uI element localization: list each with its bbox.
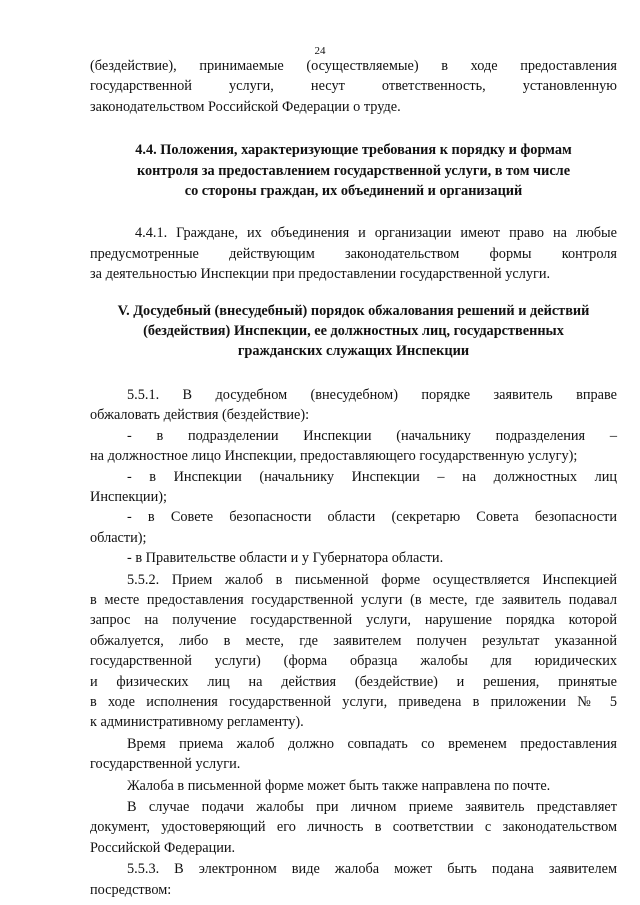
- text-line: обжаловать действия (бездействие):: [90, 407, 310, 424]
- text-line: государственной услуги) (форма образца жалобы для юридических: [90, 653, 617, 670]
- paragraph-5-5-3: [90, 859, 617, 900]
- paragraph-5-5-1: [90, 385, 617, 569]
- list-item: - в Совете безопасности области (секретарю Совета безопасности: [127, 509, 617, 526]
- list-item: - в Инспекции (начальнику Инспекции – на должностных лиц: [127, 468, 617, 485]
- intro-paragraph: [90, 56, 617, 117]
- text-line: в месте предоставления государственной услуги (в месте, где заявитель подавал: [90, 591, 617, 608]
- heading-line: контроля за предоставлением государственной услуги, в том числе: [136, 162, 571, 179]
- page-number: 24: [314, 45, 326, 57]
- text-line: запрос на получение государственной услуги, нарушение порядка которой: [90, 612, 617, 629]
- heading-line: (бездействия) Инспекции, ее должностных лиц, государственных: [143, 323, 564, 340]
- list-item: - в подразделении Инспекции (начальнику подразделения –: [127, 427, 617, 444]
- text-line: обжалуется, либо в месте, где заявителем получен результат указанной: [90, 632, 617, 649]
- paragraph-time: [90, 734, 617, 775]
- paragraph-personal: [90, 797, 617, 858]
- text-line: 4.4.1. Граждане, их объединения и организации имеют право на любые: [135, 225, 617, 242]
- paragraph-4-4-1: [90, 223, 617, 284]
- text-line: (бездействие), принимаемые (осуществляемые) в ходе предоставления: [90, 58, 617, 74]
- text-line: к административному регламенту).: [90, 714, 304, 731]
- text-line: 5.5.3. В электронном виде жалоба может быть подана заявителем: [127, 861, 617, 878]
- paragraph-5-5-2: [90, 570, 617, 733]
- text-line: за деятельностью Инспекции при предоставлении государственной услуги.: [90, 266, 551, 283]
- document-body: [90, 56, 617, 900]
- heading-line: V. Досудебный (внесудебный) порядок обжалования решений и действий: [117, 302, 590, 319]
- paragraph-mail: Жалоба в письменной форме может быть также направлена по почте.: [127, 777, 551, 794]
- text-line: и физических лиц на действия (бездействие) и решения, принятые: [90, 673, 617, 690]
- text-line: Время приема жалоб должно совпадать со временем предоставления: [127, 735, 617, 752]
- text-line: области);: [90, 529, 147, 546]
- heading-line: со стороны граждан, их объединений и организаций: [184, 183, 523, 200]
- list-item: - в Правительстве области и у Губернатора области.: [127, 550, 444, 567]
- section-v-heading: [90, 301, 617, 362]
- text-line: государственной услуги.: [90, 756, 241, 773]
- text-line: Инспекции);: [90, 488, 167, 505]
- text-line: на должностное лицо Инспекции, предоставляющего государственную услугу);: [90, 448, 578, 465]
- text-line: посредством:: [90, 881, 172, 898]
- heading-line: гражданских служащих Инспекции: [237, 343, 470, 360]
- text-line: в ходе исполнения государственной услуги, приведена в приложении № 5: [90, 693, 617, 710]
- text-line: В случае подачи жалобы при личном приеме заявитель представляет: [127, 799, 617, 815]
- text-line: государственной услуги, несут ответственность, установленную: [90, 78, 617, 95]
- text-line: документ, удостоверяющий его личность в соответствии с законодательством: [90, 819, 617, 836]
- heading-line: 4.4. Положения, характеризующие требования к порядку и формам: [135, 142, 572, 159]
- text-line: 5.5.1. В досудебном (внесудебном) порядке заявитель вправе: [127, 386, 617, 403]
- text-line: Российской Федерации.: [90, 839, 236, 856]
- text-line: законодательством Российской Федерации о труде.: [90, 98, 401, 115]
- section-4-4-heading: [90, 140, 617, 201]
- text-line: 5.5.2. Прием жалоб в письменной форме осуществляется Инспекцией: [127, 571, 617, 588]
- text-line: предусмотренные действующим законодательством формы контроля: [90, 245, 617, 262]
